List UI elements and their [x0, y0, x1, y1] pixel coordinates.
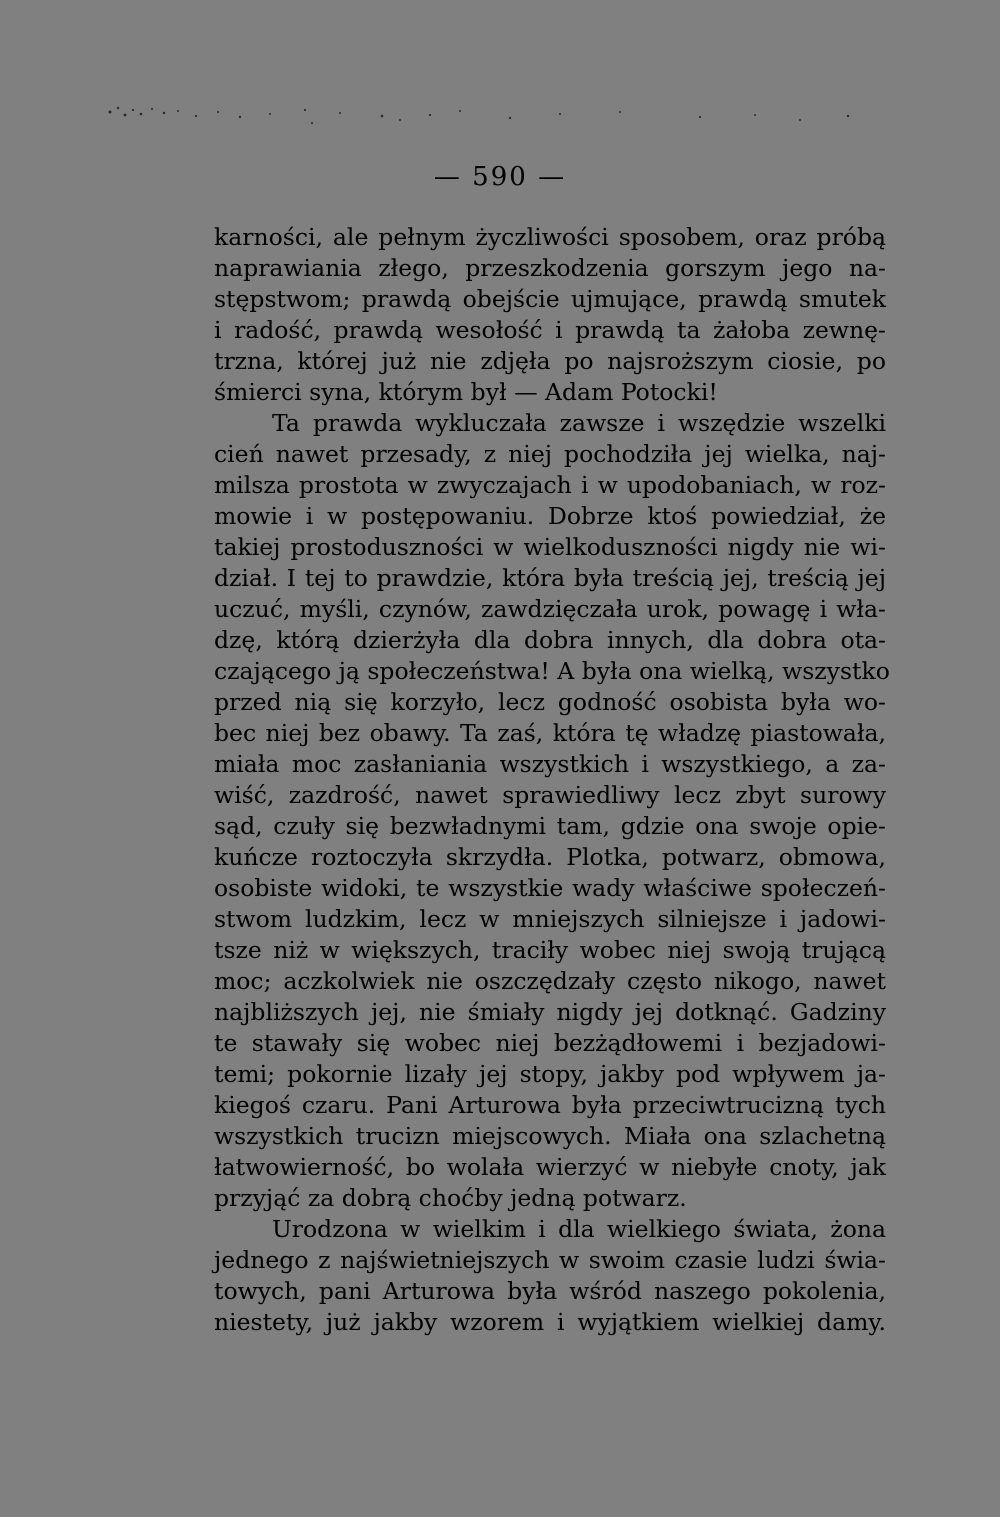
body-text [214, 222, 890, 1338]
text-line: trzna, której już nie zdjęła po najsroższym ciosie, po [214, 347, 886, 375]
text-line: naprawiania złego, przeszkodzenia gorszym jego na- [214, 254, 886, 282]
text-line: Urodzona w wielkim i dla wielkiego świata, żona [272, 1215, 886, 1243]
text-line: stwom ludzkim, lecz w mniejszych silniejsze i jadowi- [214, 905, 886, 933]
text-line: tsze niż w większych, traciły wobec niej swoją trującą [214, 936, 886, 964]
text-line: wiść, zazdrość, nawet sprawiedliwy lecz zbyt surowy [214, 781, 886, 809]
text-line: przyjąć za dobrą choćby jedną potwarz. [214, 1184, 687, 1212]
text-line: karności, ale pełnym życzliwości sposobem, oraz próbą [214, 223, 886, 251]
text-line: czającego ją społeczeństwa! A była ona wielką, wszystko [214, 657, 890, 685]
text-line: kiegoś czaru. Pani Arturowa była przeciwtrucizną tych [214, 1091, 886, 1119]
text-line: dział. I tej to prawdzie, która była treścią jej, treścią jej [214, 564, 886, 592]
text-line: przed nią się korzyło, lecz godność osobista była wo- [214, 688, 886, 716]
text-line: milsza prostota w zwyczajach i w upodobaniach, w roz- [214, 471, 886, 499]
text-line: wszystkich trucizn miejscowych. Miała ona szlachetną [214, 1122, 886, 1150]
text-line: niestety, już jakby wzorem i wyjątkiem wielkiej damy. [214, 1308, 886, 1336]
text-line: dzę, którą dzierżyła dla dobra innych, dla dobra ota- [214, 626, 886, 654]
text-line: bec niej bez obawy. Ta zaś, która tę władzę piastowała, [214, 719, 886, 747]
text-line: mowie i w postępowaniu. Dobrze ktoś powiedział, że [214, 502, 886, 530]
text-line: jednego z najświetniejszych w swoim czasie ludzi świa- [214, 1246, 886, 1274]
text-line: temi; pokornie lizały jej stopy, jakby pod wpływem ja- [214, 1060, 886, 1088]
page-number: — 590 — [433, 162, 567, 192]
text-line: takiej prostoduszności w wielkoduszności nigdy nie wi- [214, 533, 886, 561]
text-line: śmierci syna, którym był — Adam Potocki! [214, 378, 718, 406]
text-line: te stawały się wobec niej bezżądłowemi i bezjadowi- [214, 1029, 886, 1057]
text-line: łatwowierność, bo wolała wierzyć w niebyłe cnoty, jak [214, 1153, 886, 1181]
text-line: towych, pani Arturowa była wśród naszego pokolenia, [214, 1277, 886, 1305]
text-line: sąd, czuły się bezwładnymi tam, gdzie ona swoje opie- [214, 812, 886, 840]
scan-speckles [100, 90, 860, 140]
text-line: osobiste widoki, te wszystkie wady właściwe społeczeń- [214, 874, 886, 902]
text-line: cień nawet przesady, z niej pochodziła jej wielka, naj- [214, 440, 886, 468]
text-line: Ta prawda wykluczała zawsze i wszędzie wszelki [272, 409, 886, 437]
text-line: kuńcze roztoczyła skrzydła. Plotka, potwarz, obmowa, [214, 843, 886, 871]
text-line: i radość, prawdą wesołość i prawdą ta żałoba zewnę- [214, 316, 886, 344]
text-line: uczuć, myśli, czynów, zawdzięczała urok, powagę i wła- [214, 595, 886, 623]
text-line: najbliższych jej, nie śmiały nigdy jej dotknąć. Gadziny [214, 998, 886, 1026]
text-line: miała moc zasłaniania wszystkich i wszystkiego, a za- [214, 750, 886, 778]
text-line: moc; aczkolwiek nie oszczędzały często nikogo, nawet [214, 967, 886, 995]
text-line: stępstwom; prawdą obejście ujmujące, prawdą smutek [214, 285, 886, 313]
